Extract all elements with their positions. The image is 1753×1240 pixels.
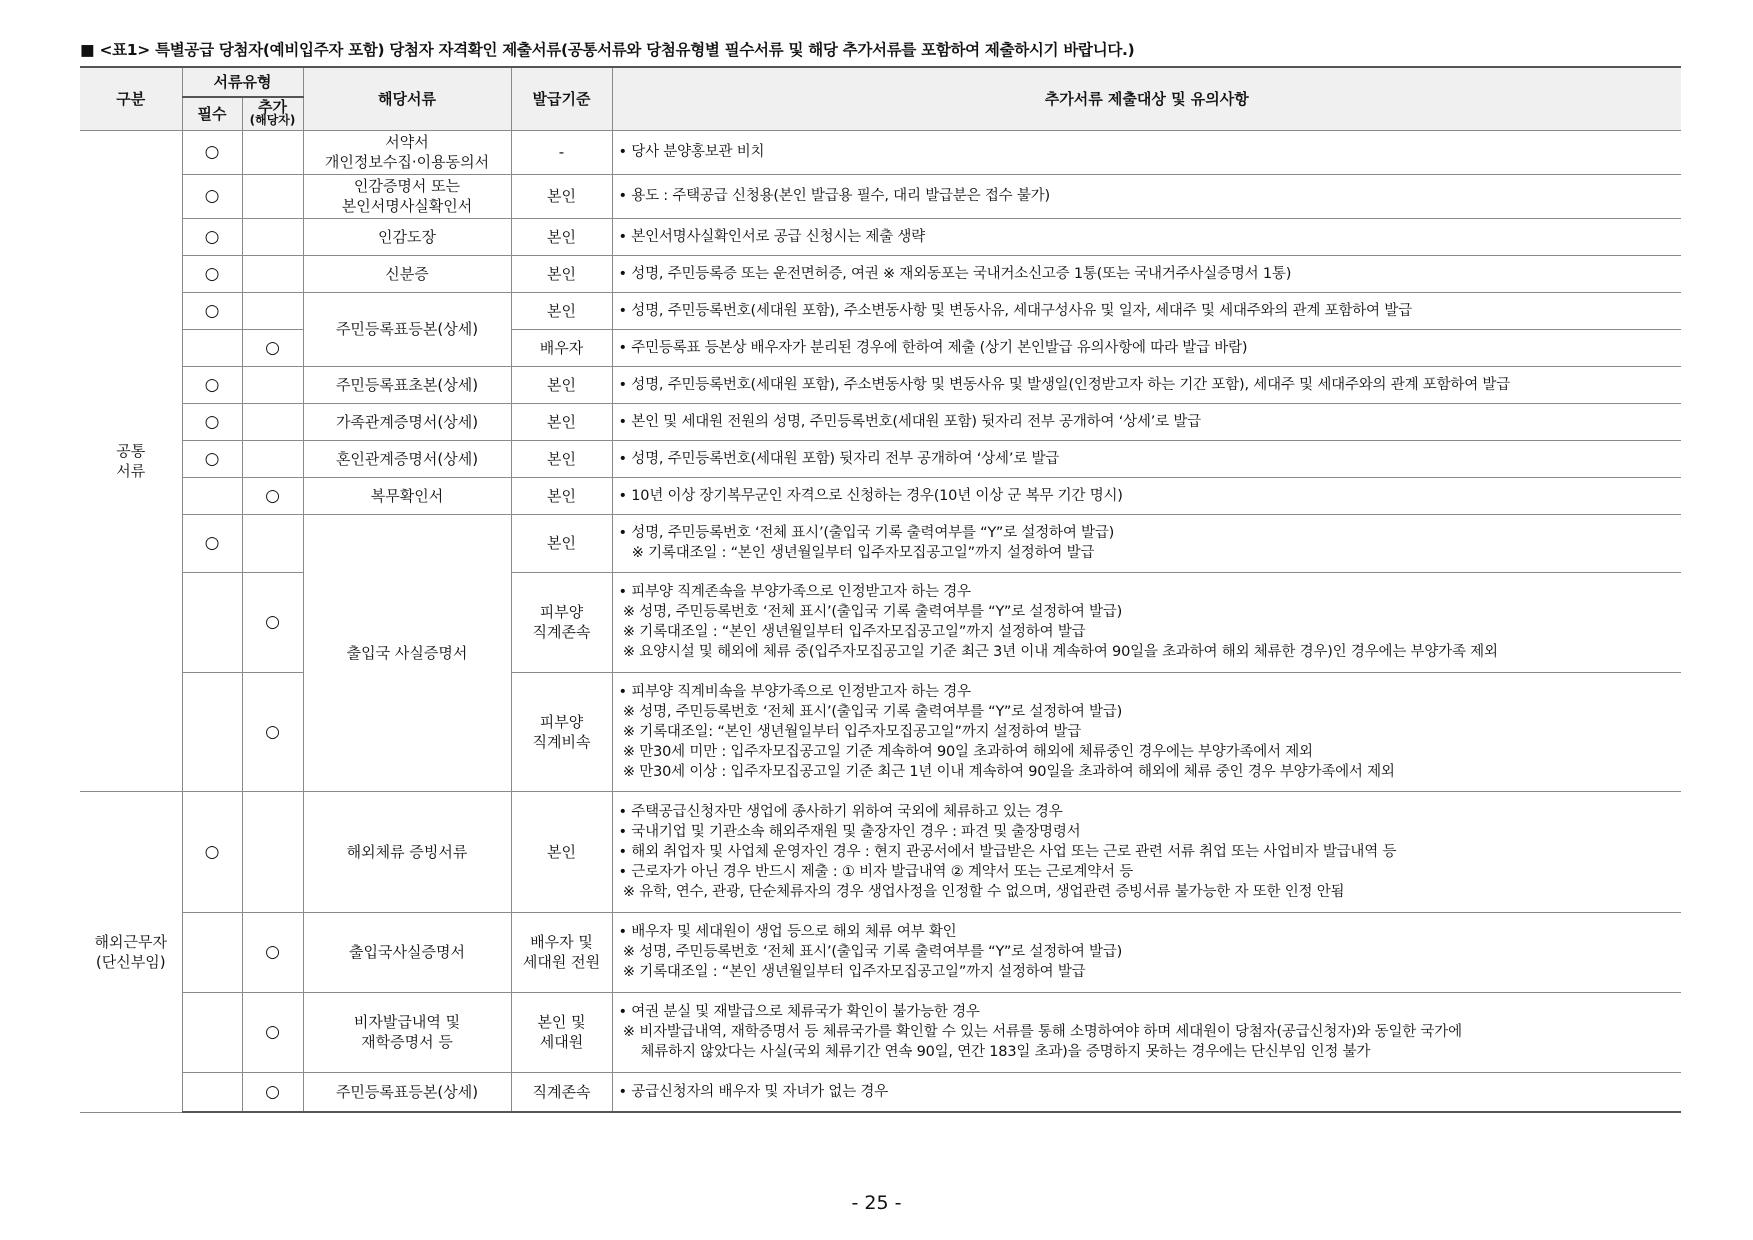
additional-mark: ○ xyxy=(242,477,303,514)
required-mark-empty xyxy=(182,329,242,366)
table-row xyxy=(80,174,1681,218)
table-row xyxy=(80,791,1681,912)
basis-cell: 본인 xyxy=(511,218,612,255)
table-row xyxy=(80,403,1681,440)
note-line: • 성명, 주민등록증 또는 운전면허증, 여권 ※ 재외동포는 국내거소신고증 1통(또는 국내거주사실증명서 1통) xyxy=(618,265,1292,282)
required-mark: ○ xyxy=(182,366,242,403)
note-line: ※ 요양시설 및 해외에 체류 중(입주자모집공고일 기준 최근 3년 이내 계속하여 90일을 초과하여 해외 체류한 경우)인 경우에는 부양가족 제외 xyxy=(618,644,1498,660)
required-mark-empty xyxy=(182,912,242,992)
note-cell xyxy=(612,403,1681,440)
table-row xyxy=(80,477,1681,514)
required-mark-empty xyxy=(182,992,242,1072)
document-cell: 혼인관계증명서(상세) xyxy=(303,440,511,477)
note-line: • 여권 분실 및 재발급으로 체류국가 확인이 불가능한 경우 xyxy=(618,1004,980,1020)
additional-mark-empty xyxy=(242,174,303,218)
additional-mark-empty xyxy=(242,791,303,912)
document-cell: 주민등록표초본(상세) xyxy=(303,366,511,403)
note-cell xyxy=(612,1072,1681,1112)
header-category: 구분 xyxy=(80,67,182,130)
additional-mark: ○ xyxy=(242,572,303,672)
note-cell xyxy=(612,514,1681,572)
basis-cell: 본인 xyxy=(511,292,612,329)
table-caption: ■ <표1> 특별공급 당첨자(예비입주자 포함) 당첨자 자격확인 제출서류(공통서류와 당첨유형별 필수서류 및 해당 추가서류를 포함하여 제출하시기 바랍니다.) xyxy=(80,41,1135,59)
additional-mark: ○ xyxy=(242,672,303,791)
note-line: ※ 기록대조일 : “본인 생년월일부터 입주자모집공고일”까지 설정하여 발급 xyxy=(618,624,1086,640)
basis-cell: 본인 xyxy=(511,514,612,572)
table-row xyxy=(80,992,1681,1072)
basis-cell: 본인 xyxy=(511,791,612,912)
required-mark: ○ xyxy=(182,255,242,292)
note-cell xyxy=(612,218,1681,255)
required-mark: ○ xyxy=(182,514,242,572)
note-line: • 성명, 주민등록번호 ‘전체 표시’(출입국 기록 출력여부를 “Y”로 설정하여 발급) xyxy=(618,525,1115,541)
required-mark: ○ xyxy=(182,130,242,174)
note-cell xyxy=(612,992,1681,1072)
basis-cell: 본인 xyxy=(511,366,612,403)
note-line: • 공급신청자의 배우자 및 자녀가 없는 경우 xyxy=(618,1083,889,1100)
basis-cell: 본인 xyxy=(511,440,612,477)
note-line: • 해외 취업자 및 사업체 운영자인 경우 : 현지 관공서에서 발급받은 사업 또는 근로 관련 서류 취업 또는 사업비자 발급내역 등 xyxy=(618,843,1397,860)
note-line: • 근로자가 아닌 경우 반드시 제출 : ① 비자 발급내역 ② 계약서 또는 근로계약서 등 xyxy=(618,863,1134,880)
header-document: 해당서류 xyxy=(303,67,511,130)
document-cell: 비자발급내역 및 재학증명서 등 xyxy=(303,992,511,1072)
note-line: ※ 만30세 미만 : 입주자모집공고일 기준 계속하여 90일 초과하여 해외에 체류중인 경우에는 부양가족에서 제외 xyxy=(618,743,1313,760)
note-line: • 성명, 주민등록번호(세대원 포함), 주소변동사항 및 변동사유, 세대구성사유 및 일자, 세대주 및 세대주와의 관계 포함하여 발급 xyxy=(618,302,1412,319)
additional-mark-empty xyxy=(242,514,303,572)
required-mark-empty xyxy=(182,672,242,791)
page-number: - 25 - xyxy=(851,1192,902,1214)
additional-mark: ○ xyxy=(242,912,303,992)
note-line: • 10년 이상 장기복무군인 자격으로 신청하는 경우(10년 이상 군 복무 기간 명시) xyxy=(618,487,1123,504)
additional-mark: ○ xyxy=(242,992,303,1072)
basis-cell: 피부양 직계존속 xyxy=(511,572,612,672)
document-cell: 해외체류 증빙서류 xyxy=(303,791,511,912)
table-row xyxy=(80,255,1681,292)
note-line: ※ 기록대조일: “본인 생년월일부터 입주자모집공고일”까지 설정하여 발급 xyxy=(618,723,1082,740)
additional-mark-empty xyxy=(242,292,303,329)
document-cell: 주민등록표등본(상세) xyxy=(303,292,511,366)
header-additional-label: 추가 xyxy=(258,98,287,117)
note-line: • 용도 : 주택공급 신청용(본인 발급용 필수, 대리 발급분은 접수 불가) xyxy=(618,188,1050,204)
note-line: ※ 기록대조일 : “본인 생년월일부터 입주자모집공고일”까지 설정하여 발급 xyxy=(618,545,1095,561)
document-cell: 출입국 사실증명서 xyxy=(303,514,511,791)
basis-cell: 본인 xyxy=(511,403,612,440)
required-mark: ○ xyxy=(182,791,242,912)
document-cell: 인감도장 xyxy=(303,218,511,255)
header-doc-type: 서류유형 xyxy=(182,67,303,97)
table-row xyxy=(80,1072,1681,1112)
header-issue-basis: 발급기준 xyxy=(511,67,612,130)
header-additional xyxy=(242,97,303,130)
additional-mark-empty xyxy=(242,218,303,255)
table-row xyxy=(80,514,1681,572)
note-cell xyxy=(612,292,1681,329)
required-mark-empty xyxy=(182,572,242,672)
note-line: • 주택공급신청자만 생업에 종사하기 위하여 국외에 체류하고 있는 경우 xyxy=(618,803,1063,820)
additional-mark-empty xyxy=(242,130,303,174)
basis-cell: 배우자 및 세대원 전원 xyxy=(511,912,612,992)
basis-cell: 본인 xyxy=(511,174,612,218)
note-cell xyxy=(612,440,1681,477)
note-cell xyxy=(612,912,1681,992)
note-cell xyxy=(612,255,1681,292)
table-row xyxy=(80,366,1681,403)
note-line: • 당사 분양홍보관 비치 xyxy=(618,144,765,160)
additional-mark-empty xyxy=(242,255,303,292)
table-row xyxy=(80,292,1681,329)
documents-table xyxy=(80,66,1681,1113)
document-cell: 복무확인서 xyxy=(303,477,511,514)
additional-mark-empty xyxy=(242,366,303,403)
basis-cell: 피부양 직계비속 xyxy=(511,672,612,791)
note-line: • 주민등록표 등본상 배우자가 분리된 경우에 한하여 제출 (상기 본인발급 유의사항에 따라 발급 바람) xyxy=(618,339,1248,356)
document-cell: 서약서 개인정보수집·이용동의서 xyxy=(303,130,511,174)
note-cell xyxy=(612,672,1681,791)
note-line: • 피부양 직계비속을 부양가족으로 인정받고자 하는 경우 xyxy=(618,683,971,700)
table-row xyxy=(80,130,1681,174)
required-mark: ○ xyxy=(182,292,242,329)
additional-mark: ○ xyxy=(242,329,303,366)
note-line: ※ 유학, 연수, 관광, 단순체류자의 경우 생업사정을 인정할 수 없으며, 생업관련 증빙서류 불가능한 자 또한 인정 안됨 xyxy=(618,883,1345,900)
note-line: ※ 비자발급내역, 재학증명서 등 체류국가를 확인할 수 있는 서류를 통해 소명하여야 하며 세대원이 당첨자(공급신청자)와 동일한 국가에 xyxy=(618,1024,1462,1040)
basis-cell: - xyxy=(511,130,612,174)
note-line: • 국내기업 및 기관소속 해외주재원 및 출장자인 경우 : 파견 및 출장명령서 xyxy=(618,823,1081,840)
header-additional-sub: (해당자) xyxy=(249,113,296,128)
note-cell xyxy=(612,366,1681,403)
required-mark-empty xyxy=(182,1072,242,1112)
table-row xyxy=(80,440,1681,477)
basis-cell: 본인 및 세대원 xyxy=(511,992,612,1072)
note-cell xyxy=(612,477,1681,514)
note-line: • 성명, 주민등록번호(세대원 포함), 주소변동사항 및 변동사유 및 발생일(인정받고자 하는 기간 포함), 세대주 및 세대주와의 관계 포함하여 발급 xyxy=(618,376,1511,393)
table-row xyxy=(80,912,1681,992)
document-cell: 신분증 xyxy=(303,255,511,292)
additional-mark-empty xyxy=(242,440,303,477)
basis-cell: 배우자 xyxy=(511,329,612,366)
note-line: ※ 성명, 주민등록번호 ‘전체 표시’(출입국 기록 출력여부를 “Y”로 설정하여 발급) xyxy=(618,944,1123,960)
required-mark: ○ xyxy=(182,218,242,255)
note-cell xyxy=(612,174,1681,218)
note-cell xyxy=(612,130,1681,174)
required-mark: ○ xyxy=(182,440,242,477)
note-line: ※ 성명, 주민등록번호 ‘전체 표시’(출입국 기록 출력여부를 “Y”로 설정하여 발급) xyxy=(618,703,1123,720)
basis-cell: 본인 xyxy=(511,477,612,514)
additional-mark-empty xyxy=(242,403,303,440)
document-cell: 인감증명서 또는 본인서명사실확인서 xyxy=(303,174,511,218)
required-mark: ○ xyxy=(182,403,242,440)
note-line: ※ 만30세 이상 : 입주자모집공고일 기준 최근 1년 이내 계속하여 90일을 초과하여 해외에 체류 중인 경우 부양가족에서 제외 xyxy=(618,763,1395,780)
required-mark: ○ xyxy=(182,174,242,218)
basis-cell: 직계존속 xyxy=(511,1072,612,1112)
required-mark-empty xyxy=(182,477,242,514)
header-required: 필수 xyxy=(182,97,242,130)
basis-cell: 본인 xyxy=(511,255,612,292)
group-common: 공통 서류 xyxy=(80,130,182,791)
note-cell xyxy=(612,572,1681,672)
note-line: ※ 기록대조일 : “본인 생년월일부터 입주자모집공고일”까지 설정하여 발급 xyxy=(618,964,1086,980)
additional-mark: ○ xyxy=(242,1072,303,1112)
header-notes: 추가서류 제출대상 및 유의사항 xyxy=(612,67,1681,130)
note-line: • 배우자 및 세대원이 생업 등으로 해외 체류 여부 확인 xyxy=(618,924,957,940)
note-cell xyxy=(612,329,1681,366)
document-cell: 주민등록표등본(상세) xyxy=(303,1072,511,1112)
note-line: ※ 성명, 주민등록번호 ‘전체 표시’(출입국 기록 출력여부를 “Y”로 설정하여 발급) xyxy=(618,604,1123,620)
note-cell xyxy=(612,791,1681,912)
note-line: • 피부양 직계존속을 부양가족으로 인정받고자 하는 경우 xyxy=(618,584,971,600)
note-line: • 본인서명사실확인서로 공급 신청시는 제출 생략 xyxy=(618,228,926,245)
note-line: 체류하지 않았다는 사실(국외 체류기간 연속 90일, 연간 183일 초과)을 증명하지 못하는 경우에는 단신부임 인정 불가 xyxy=(618,1044,1371,1060)
group-overseas: 해외근무자 (단신부임) xyxy=(80,791,182,1112)
table-row xyxy=(80,218,1681,255)
document-cell: 출입국사실증명서 xyxy=(303,912,511,992)
document-cell: 가족관계증명서(상세) xyxy=(303,403,511,440)
note-line: • 성명, 주민등록번호(세대원 포함) 뒷자리 전부 공개하여 ‘상세’로 발급 xyxy=(618,450,1060,467)
note-line: • 본인 및 세대원 전원의 성명, 주민등록번호(세대원 포함) 뒷자리 전부 공개하여 ‘상세’로 발급 xyxy=(618,413,1201,430)
